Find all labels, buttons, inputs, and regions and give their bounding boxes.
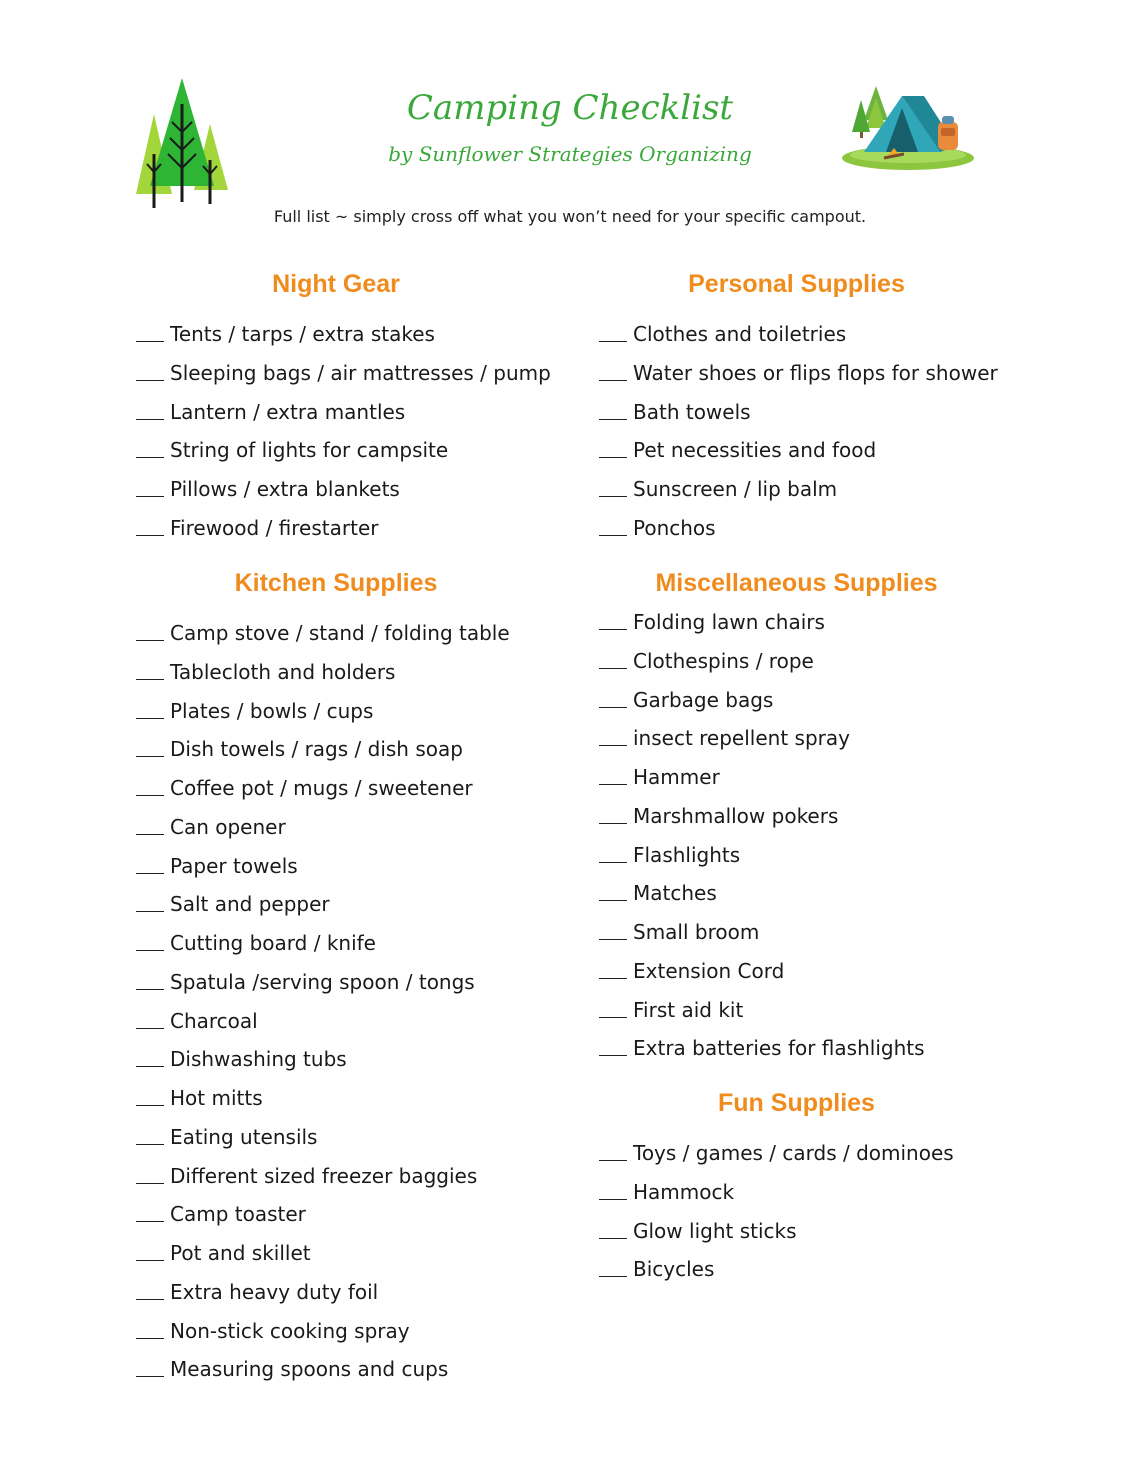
checklist-item [136,1083,536,1122]
checklist-item [136,967,536,1006]
checklist-item-label: Tablecloth and holders [170,659,396,684]
checklist-item-label: Different sized freezer baggies [170,1163,478,1188]
checkbox-blank-line [136,535,164,536]
checkbox-blank-line [136,419,164,420]
checklist-item [599,513,994,552]
checklist-item-label: Non-stick cooking spray [170,1318,410,1343]
checkbox-blank-line [599,1160,627,1161]
checklist-item [136,657,536,696]
checkbox-blank-line [136,1144,164,1145]
checklist-item [599,358,998,397]
checklist-item [599,1216,994,1255]
checkbox-blank-line [599,1199,627,1200]
checklist-item [599,995,994,1034]
checklist-item [599,801,994,840]
checklist-item [599,762,994,801]
checklist-item [136,435,536,474]
checkbox-blank-line [599,1017,627,1018]
checklist-item-label: Camp toaster [170,1202,306,1227]
checkbox-blank-line [136,1183,164,1184]
checklist-item-label: Lantern / extra mantles [170,399,406,424]
checklist-item-label: Pillows / extra blankets [170,477,400,501]
checklist-item-label: Small broom [633,920,760,944]
checklist-item [136,851,536,890]
section-title: Miscellaneous Supplies [655,569,938,597]
checkbox-blank-line [136,795,164,796]
page-subtitle: by Sunflower Strategies Organizing [388,142,752,166]
checkbox-blank-line [136,950,164,951]
checklist-item [136,812,536,851]
checklist-item-label: Paper towels [170,853,298,878]
checkbox-blank-line [136,341,164,342]
checklist-item [136,474,536,513]
checklist-item [136,1199,536,1238]
checklist [136,618,536,1393]
checklist-item [136,1161,536,1200]
checklist-item-label: Clothespins / rope [633,648,814,673]
checkbox-blank-line [599,457,627,458]
checkbox-blank-line [136,1299,164,1300]
checkbox-blank-line [599,496,627,497]
checkbox-blank-line [599,939,627,940]
checklist-item-label: Glow light sticks [633,1218,797,1243]
checkbox-blank-line [136,640,164,641]
checkbox-blank-line [599,629,627,630]
section-kitchen-supplies [136,566,536,1393]
checklist-item [136,1316,536,1355]
checkbox-blank-line [136,873,164,874]
checklist-item [136,696,536,735]
checklist-item [599,397,994,436]
checkbox-blank-line [599,862,627,863]
checklist-item-label: Spatula /serving spoon / tongs [170,969,475,994]
checkbox-blank-line [136,1105,164,1106]
checklist-item [599,723,994,762]
section-title: Kitchen Supplies [234,569,438,597]
checklist-item [599,607,994,646]
checklist-item-label: Measuring spoons and cups [170,1357,449,1382]
checklist-item [599,878,994,917]
checklist-item-label: Garbage bags [633,687,774,712]
checklist-item [136,513,536,552]
checklist-item-label: Plates / bowls / cups [170,698,374,723]
checkbox-blank-line [136,756,164,757]
checklist-item [599,646,994,685]
checkbox-blank-line [599,784,627,785]
checkbox-blank-line [599,823,627,824]
checklist-item [599,1254,994,1293]
checkbox-blank-line [136,496,164,497]
checklist-item [136,773,536,812]
checklist-item-label: Hammock [633,1179,735,1204]
checklist-item [136,1122,536,1161]
checklist-item-label: Can opener [170,814,286,839]
checklist-item-label: Tents / tarps / extra stakes [170,322,435,346]
checkbox-blank-line [599,1238,627,1239]
checklist-item-label: Extension Cord [633,958,785,983]
checklist-item-label: Coffee pot / mugs / sweetener [170,776,473,800]
checklist-item [599,1177,994,1216]
checkbox-blank-line [136,1066,164,1067]
checklist-item-label: Hot mitts [170,1086,263,1110]
checklist [599,607,994,1072]
checklist-item-label: Cutting board / knife [170,931,376,955]
checkbox-blank-line [599,535,627,536]
checklist-item [136,734,536,773]
checkbox-blank-line [136,1376,164,1377]
checklist-item-label: Extra heavy duty foil [170,1279,379,1304]
checklist-item-label: insect repellent spray [633,726,850,751]
checkbox-blank-line [136,1260,164,1261]
page-title: Camping Checklist [406,88,734,128]
checklist-item-label: Clothes and toiletries [633,322,847,346]
checklist-item-label: Extra batteries for flashlights [633,1036,925,1061]
checkbox-blank-line [136,718,164,719]
checklist-item-label: Bath towels [633,399,751,424]
checklist-item [599,474,994,513]
checklist-item [136,618,536,657]
checklist-item-label: Dish towels / rags / dish soap [170,737,463,762]
checkbox-blank-line [136,1028,164,1029]
checkbox-blank-line [136,380,164,381]
checklist-item-label: Eating utensils [170,1124,318,1149]
checklist-item-label: Water shoes or flips flops for shower [633,360,998,385]
checkbox-blank-line [136,1221,164,1222]
checklist-item [136,1044,536,1083]
checklist-item [599,840,994,879]
checklist-item [136,1354,536,1393]
section-title: Night Gear [272,270,400,298]
checklist-item [599,685,994,724]
checklist-item [599,319,994,358]
checklist-item [599,1033,994,1072]
checklist-item-label: Flashlights [633,842,741,867]
checklist-item [136,397,536,436]
checklist [599,319,998,552]
checkbox-blank-line [599,1276,627,1277]
section-personal-supplies [599,267,998,552]
checkbox-blank-line [599,1055,627,1056]
checklist-item [599,435,994,474]
checklist-item-label: Bicycles [633,1257,715,1282]
checkbox-blank-line [136,911,164,912]
checklist-item [136,1238,536,1277]
section-night-gear [136,267,551,552]
checklist-item-label: Marshmallow pokers [633,803,839,828]
checklist-item-label: Matches [633,881,717,906]
checklist-item [599,1138,994,1177]
checklist-item-label: Dishwashing tubs [170,1047,347,1072]
section-title: Personal Supplies [688,270,905,298]
checklist-item [599,956,994,995]
checkbox-blank-line [599,668,627,669]
checklist-item-label: Charcoal [170,1008,258,1033]
checklist-item-label: First aid kit [633,997,744,1022]
checklist-item-label: Salt and pepper [170,892,330,917]
checkbox-blank-line [599,900,627,901]
checkbox-blank-line [136,457,164,458]
checklist-item-label: Folding lawn chairs [633,610,825,634]
checkbox-blank-line [136,1338,164,1339]
checklist [136,319,551,552]
checklist-item-label: Sunscreen / lip balm [633,477,838,501]
checklist-item [136,358,551,397]
checkbox-blank-line [599,978,627,979]
checklist-item-label: Ponchos [633,515,716,540]
checklist-item [136,319,536,358]
checklist-item [136,1006,536,1045]
checkbox-blank-line [599,745,627,746]
intro-text: Full list ~ simply cross off what you won’t need for your specific campout. [273,207,867,226]
checklist-item [599,917,994,956]
checkbox-blank-line [599,341,627,342]
checklist-item-label: Firewood / firestarter [170,515,379,540]
section-title: Fun Supplies [718,1089,875,1117]
checklist-item-label: Camp stove / stand / folding table [170,621,510,645]
checklist-item-label: Sleeping bags / air mattresses / pump [170,360,551,385]
checklist-item-label: Hammer [633,765,720,789]
checkbox-blank-line [136,834,164,835]
checklist-item [136,1277,536,1316]
section-miscellaneous-supplies [599,566,994,1072]
checkbox-blank-line [136,989,164,990]
checklist-item [136,889,536,928]
checklist [599,1138,994,1293]
checklist-item-label: Pet necessities and food [633,438,877,463]
checklist-item [136,928,536,967]
checkbox-blank-line [136,679,164,680]
checkbox-blank-line [599,419,627,420]
checkbox-blank-line [599,380,627,381]
checkbox-blank-line [599,707,627,708]
section-fun-supplies [599,1086,994,1293]
checklist-item-label: Pot and skillet [170,1241,311,1265]
checklist-item-label: Toys / games / cards / dominoes [633,1141,954,1165]
checklist-item-label: String of lights for campsite [170,438,449,463]
